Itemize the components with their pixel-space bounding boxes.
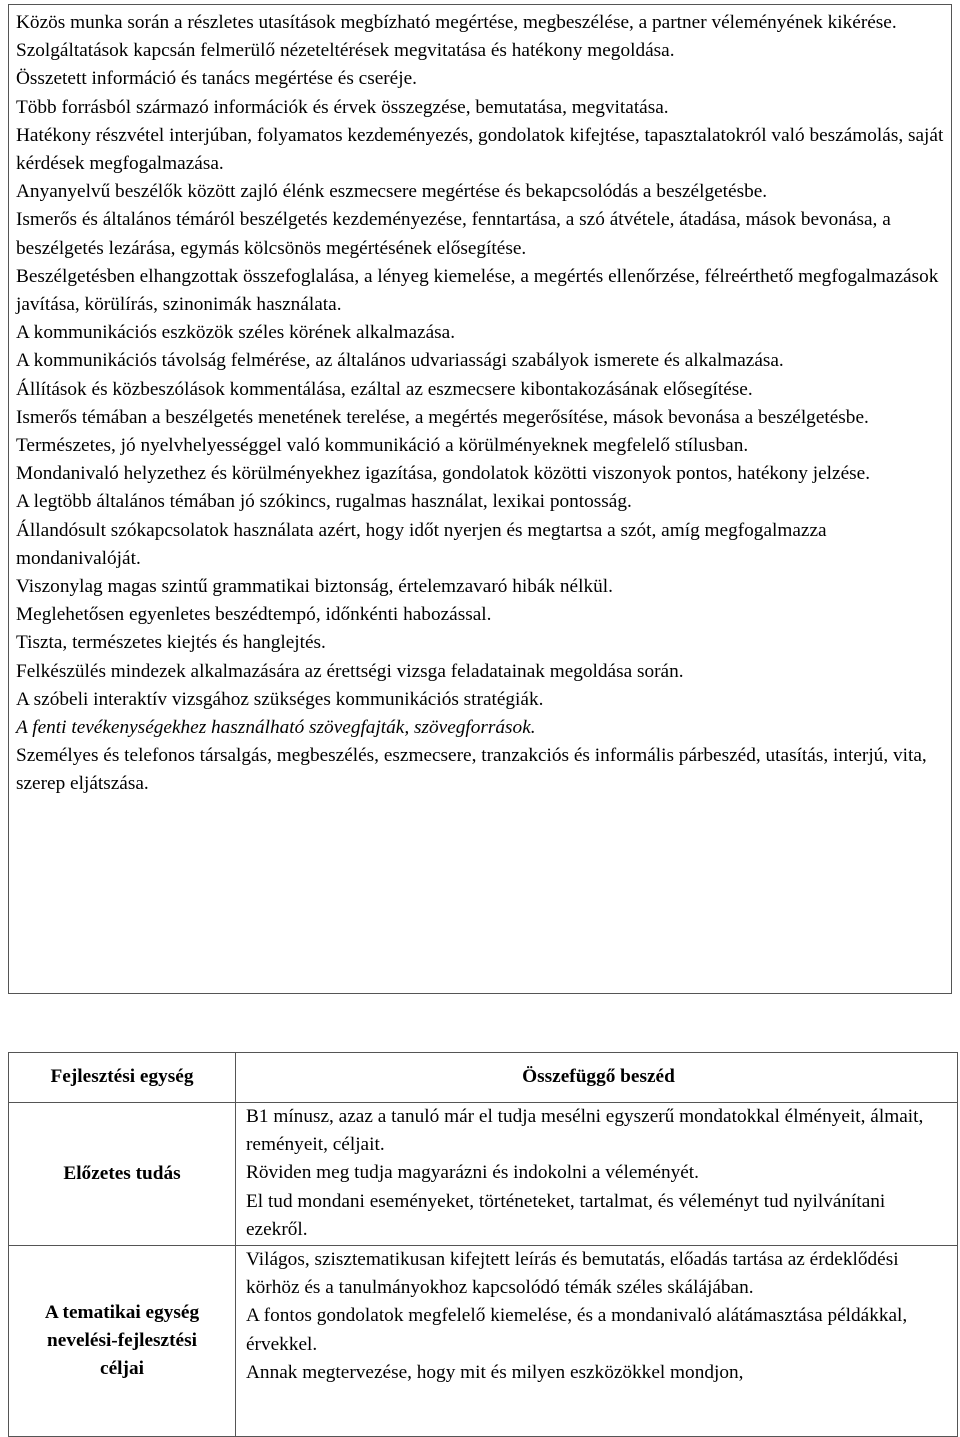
text-line: Összetett információ és tanács megértése és cseréje. — [16, 68, 417, 90]
text-line: Közös munka során a részletes utasítások megbízható megértése, megbeszélése, a partner véleményének kikérése. — [16, 12, 897, 33]
text-line: A szóbeli interaktív vizsgához szükséges kommunikációs stratégiák. — [16, 688, 544, 710]
text-line: Meglehetősen egyenletes beszédtempó, időnkénti habozással. — [16, 604, 492, 626]
text-line: Természetes, jó nyelvhelyességgel való kommunikáció a körülményeknek megfelelő stílusban. — [16, 435, 749, 457]
text-line: El tud mondani eseményeket, történeteket, tartalmat, és véleményt tud nyilvánítani ezekről. — [246, 1190, 886, 1240]
text-line: Világos, szisztematikusan kifejtett leírás és bemutatás, előadás tartása az érdeklődési körhöz és a tanulmányokhoz kapcsolódó témák széles skálájában. — [246, 1249, 899, 1299]
table-row-goals — [9, 1246, 958, 1437]
curriculum-table — [8, 1052, 958, 1437]
text-line: Annak megtervezése, hogy mit és milyen eszközökkel mondjon, — [246, 1361, 744, 1383]
text-line: Szolgáltatások kapcsán felmerülő nézeteltérések megvitatása és hatékony megoldása. — [16, 40, 675, 62]
skills-text-box — [8, 4, 952, 994]
table-header-row — [9, 1053, 958, 1103]
prior-knowledge-content — [236, 1103, 958, 1246]
text-line: Röviden meg tudja magyarázni és indokolni a véleményét. — [246, 1162, 699, 1184]
text-line: Tiszta, természetes kiejtés és hanglejtés. — [16, 632, 326, 654]
text-line: Felkészülés mindezek alkalmazására az érettségi vizsga feladatainak megoldása során. — [16, 660, 684, 682]
text-line: Személyes és telefonos társalgás, megbeszélés, eszmecsere, tranzakciós és informális párbeszéd, utasítás, interjú, vita, szerep eljátszása. — [16, 745, 927, 795]
goals-label — [9, 1246, 236, 1437]
text-line: Beszélgetésben elhangzottak összefoglalása, a lényeg kiemelése, a megértés ellenőrzése, félreérthető megfogalmazások javítása, körülírás, szinonimák használata. — [16, 265, 939, 316]
text-line: A legtöbb általános témában jó szókincs, rugalmas használat, lexikai pontosság. — [16, 491, 632, 513]
text-line: B1 mínusz, azaz a tanuló már el tudja mesélni egyszerű mondatokkal élményeit, álmait, reményeit, céljait. — [246, 1106, 924, 1156]
goals-content — [236, 1246, 958, 1437]
goals-label-line: nevelési-fejlesztési — [47, 1329, 197, 1351]
text-line: Hatékony részvétel interjúban, folyamatos kezdeményezés, gondolatok kifejtése, tapasztalatokról való beszámolás, saját kérdések megfogalmazása. — [16, 124, 944, 175]
text-line: Állítások és közbeszólások kommentálása, ezáltal az eszmecsere kibontakozásának elősegítése. — [16, 378, 753, 400]
text-line: Állandósult szókapcsolatok használata azért, hogy időt nyerjen és megtartsa a szót, amíg megfogalmazza mondanivalóját. — [16, 519, 827, 569]
header-topic: Összefüggő beszéd — [236, 1053, 958, 1103]
header-development-unit: Fejlesztési egység — [9, 1053, 236, 1103]
text-line: Viszonylag magas szintű grammatikai biztonság, értelemzavaró hibák nélkül. — [16, 576, 613, 598]
text-line: Ismerős és általános témáról beszélgetés kezdeményezése, fenntartása, a szó átvétele, átadása, mások bevonása, a beszélgetés lezárása, egymás kölcsönös megértésének elősegítése. — [16, 209, 891, 259]
text-types-heading: A fenti tevékenységekhez használható szövegfajták, szövegforrások. — [16, 717, 536, 739]
table-row-prior-knowledge — [9, 1103, 958, 1246]
goals-label-line: A tematikai egység — [44, 1301, 200, 1323]
text-line: A kommunikációs távolság felmérése, az általános udvariassági szabályok ismerete és alkalmazása. — [16, 350, 784, 372]
goals-label-line: céljai — [100, 1358, 144, 1380]
text-line: Ismerős témában a beszélgetés menetének terelése, a megértés megerősítése, mások bevonása a beszélgetésbe. — [16, 406, 869, 428]
text-line: Mondanivaló helyzethez és körülményekhez igazítása, gondolatok közötti viszonyok pontos, hatékony jelzése. — [16, 463, 871, 485]
prior-knowledge-label: Előzetes tudás — [9, 1103, 236, 1246]
text-line: Anyanyelvű beszélők között zajló élénk eszmecsere megértése és bekapcsolódás a beszélgetésbe. — [16, 181, 768, 203]
text-line: Több forrásból származó információk és érvek összegzése, bemutatása, megvitatása. — [16, 96, 669, 118]
text-line: A fontos gondolatok megfelelő kiemelése, és a mondanivaló alátámasztása példákkal, érvekkel. — [246, 1305, 908, 1355]
text-line: A kommunikációs eszközök széles körének alkalmazása. — [16, 322, 456, 344]
